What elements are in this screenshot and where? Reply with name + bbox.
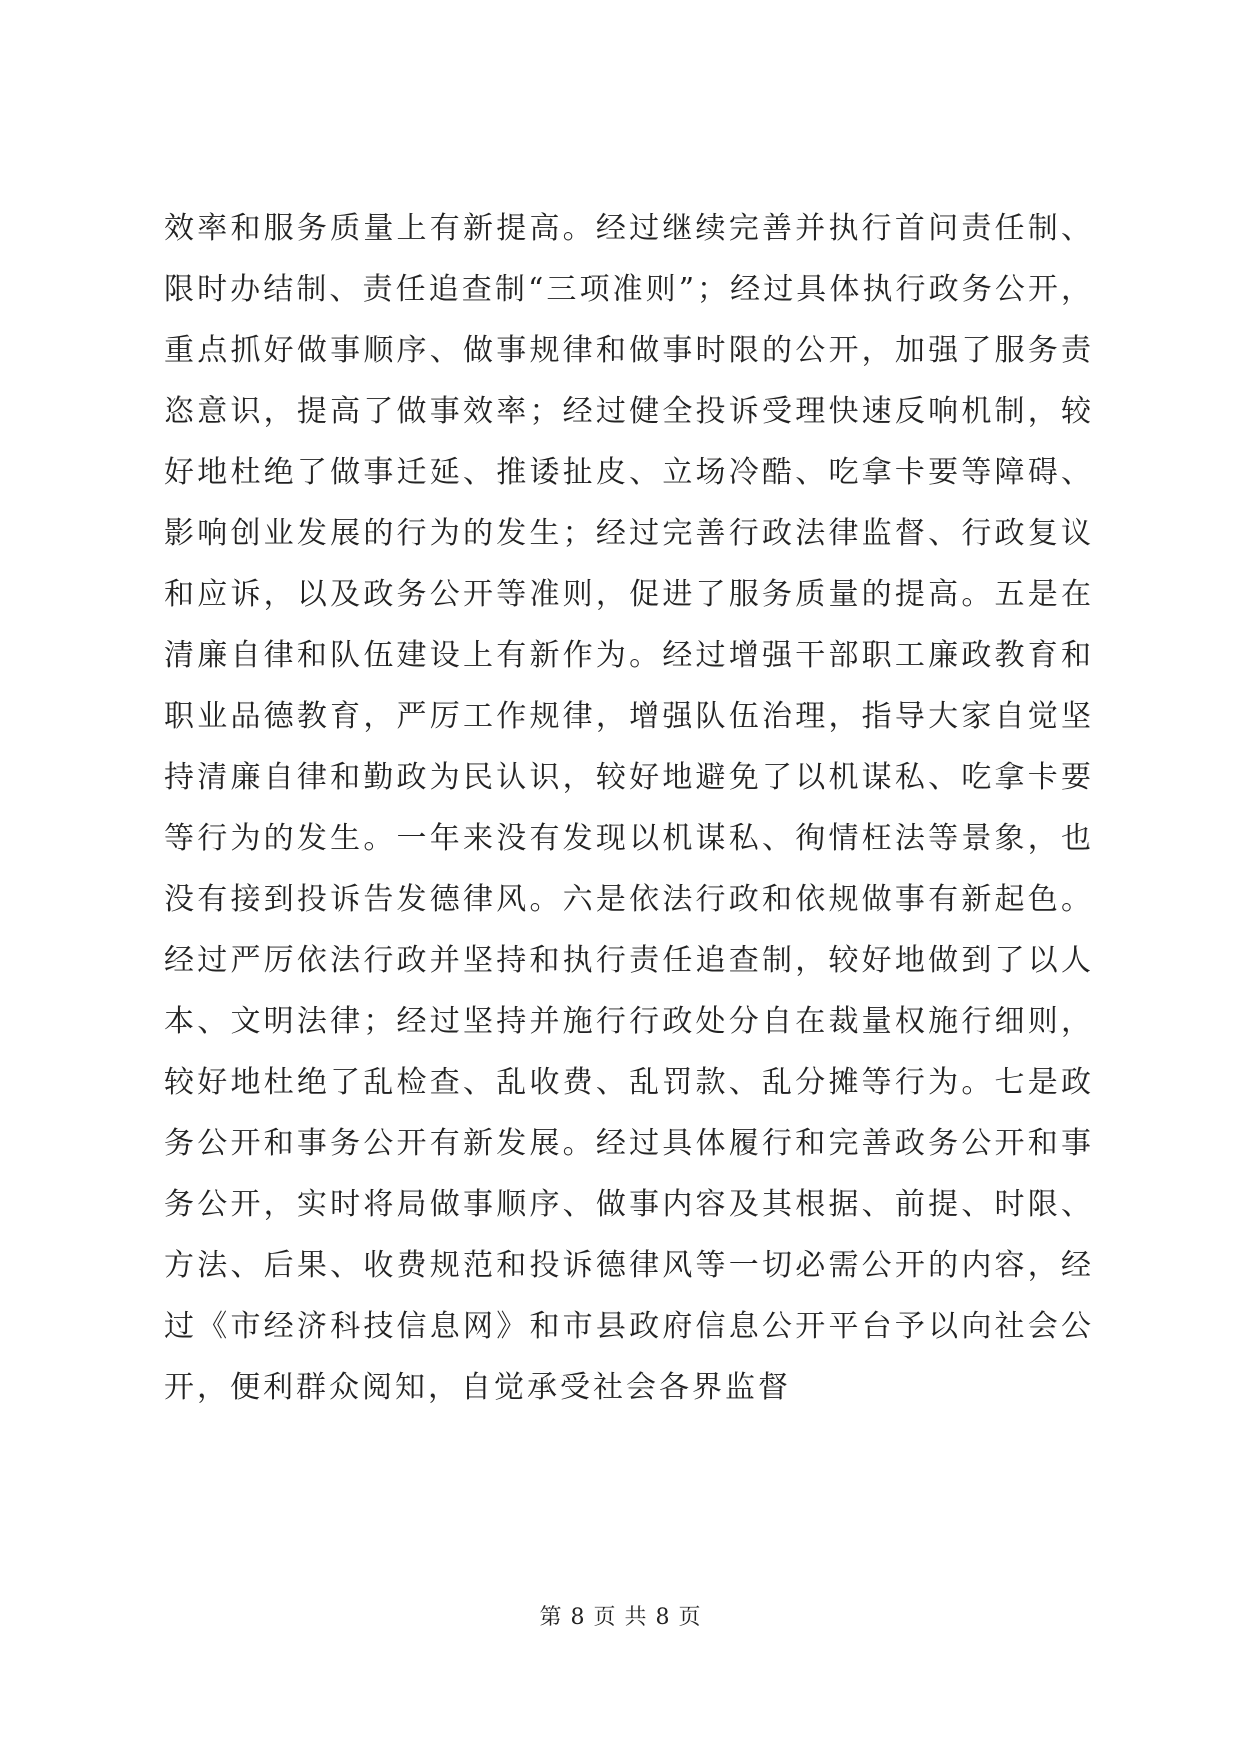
text-line: 效率和服务质量上有新提高。经过继续完善并执行首问责任制、 [164,211,1094,246]
text-line: 没有接到投诉告发德律风。六是依法行政和依规做事有新起色。 [164,882,1094,917]
page-number-footer: 第 8 页 共 8 页 [539,1605,702,1630]
text-line: 务公开，实时将局做事顺序、做事内容及其根据、前提、时限、 [164,1187,1094,1222]
text-line: 经过严厉依法行政并坚持和执行责任追查制，较好地做到了以人 [164,943,1094,978]
text-line: 等行为的发生。一年来没有发现以机谋私、徇情枉法等景象，也 [164,821,1094,856]
text-line: 好地杜绝了做事迁延、推诿扯皮、立场冷酷、吃拿卡要等障碍、 [164,455,1094,490]
text-line: 重点抓好做事顺序、做事规律和做事时限的公开，加强了服务责 [164,333,1094,368]
text-line: 限时办结制、责任追查制“三项准则”；经过具体执行政务公开， [164,272,1094,307]
text-line: 方法、后果、收费规范和投诉德律风等一切必需公开的内容，经 [164,1248,1094,1283]
text-line: 务公开和事务公开有新发展。经过具体履行和完善政务公开和事 [164,1126,1094,1161]
text-line: 过《市经济科技信息网》和市县政府信息公开平台予以向社会公 [164,1309,1094,1344]
text-line: 持清廉自律和勤政为民认识，较好地避免了以机谋私、吃拿卡要 [164,760,1094,795]
text-line: 职业品德教育，严厉工作规律，增强队伍治理，指导大家自觉坚 [164,699,1094,734]
text-line: 影响创业发展的行为的发生；经过完善行政法律监督、行政复议 [164,516,1094,551]
text-line: 恣意识，提高了做事效率；经过健全投诉受理快速反响机制，较 [164,394,1094,429]
text-line: 清廉自律和队伍建设上有新作为。经过增强干部职工廉政教育和 [164,638,1094,673]
text-line: 和应诉，以及政务公开等准则，促进了服务质量的提高。五是在 [164,577,1094,612]
text-line: 本、文明法律；经过坚持并施行行政处分自在裁量权施行细则， [164,1004,1094,1039]
body-paragraph [164,198,1094,1418]
text-line: 开，便利群众阅知，自觉承受社会各界监督 [164,1370,791,1405]
text-line: 较好地杜绝了乱检查、乱收费、乱罚款、乱分摊等行为。七是政 [164,1065,1094,1100]
